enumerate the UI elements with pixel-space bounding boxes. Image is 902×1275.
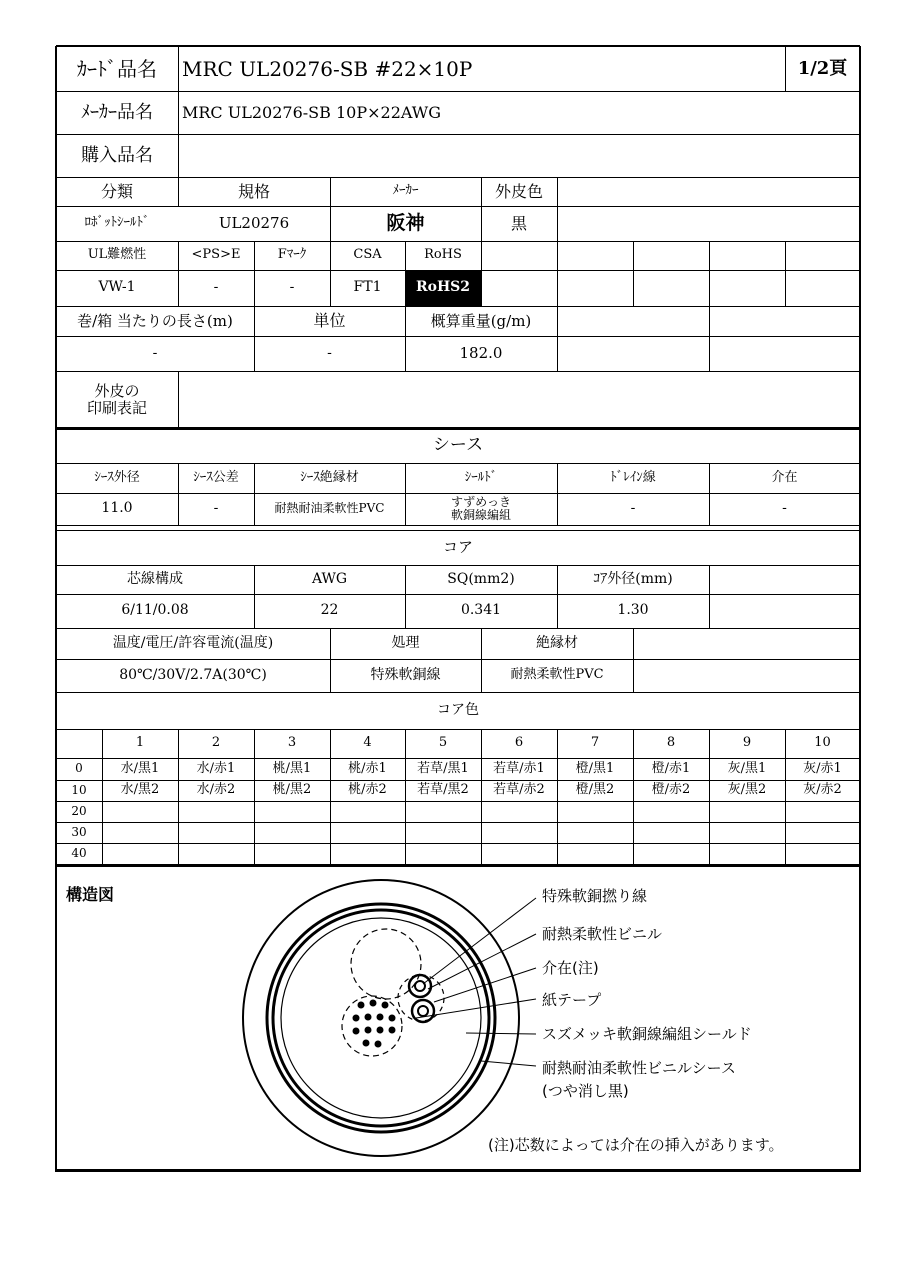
core-color-cell <box>785 801 860 822</box>
ul-flame-value: VW-1 <box>98 279 136 296</box>
core-color-cell <box>785 843 860 864</box>
core-cluster <box>353 1000 396 1048</box>
core-color-cell <box>633 822 709 843</box>
per-reel-length-label: 巻/箱 当たりの長さ(m) <box>77 311 233 330</box>
sheath-tol-value: - <box>213 500 219 517</box>
sheath-insul-value: 耐熱耐油柔軟性PVC <box>274 501 385 516</box>
core-color-cell <box>481 822 557 843</box>
category-value: ﾛﾎﾞｯﾄｼｰﾙﾄﾞ <box>84 215 150 231</box>
ul-pse-value: - <box>213 279 219 296</box>
core-color-cell: 橙/黒1 <box>575 760 615 776</box>
core-color-cell <box>405 843 481 864</box>
core-color-cell <box>254 843 330 864</box>
core-color-cell <box>330 801 405 822</box>
jacket-color-value: 黒 <box>510 213 527 233</box>
core-color-cell <box>633 801 709 822</box>
core-color-cell: 橙/黒2 <box>575 782 615 798</box>
core-color-cell <box>102 801 178 822</box>
core-sq-value: 0.341 <box>460 602 502 619</box>
jacket-print-label-line: 外皮の <box>94 382 140 400</box>
core-color-col-header: 3 <box>287 735 297 751</box>
core-color-cell: 灰/赤2 <box>803 782 842 798</box>
core-color-cell <box>557 801 633 822</box>
structure-diagram <box>56 868 860 1168</box>
unit-label: 単位 <box>313 311 346 331</box>
core-composition-value: 6/11/0.08 <box>121 602 189 619</box>
core-color-col-header: 9 <box>742 735 752 751</box>
rule-line <box>557 241 558 306</box>
core-color-row-index: 0 <box>75 761 83 776</box>
core-color-cell: 若草/黒1 <box>417 760 469 776</box>
core-color-cell <box>178 822 254 843</box>
jacket-print-label-line: 印刷表記 <box>86 398 147 417</box>
purchase-name-label: 購入品名 <box>81 144 153 166</box>
core-color-cell <box>709 801 785 822</box>
core-color-cell <box>102 843 178 864</box>
core-color-col-header: 10 <box>814 735 831 751</box>
core-color-cell <box>481 801 557 822</box>
core-color-cell <box>785 822 860 843</box>
ul-rohs-label: RoHS <box>424 247 462 263</box>
core-color-cell <box>405 822 481 843</box>
core-color-cell <box>557 843 633 864</box>
core-color-cell: 橙/赤1 <box>651 760 691 776</box>
jacket-print-label <box>56 371 178 428</box>
core-color-cell: 橙/赤2 <box>651 782 691 798</box>
core-rating-value: 80℃/30V/2.7A(30℃) <box>119 666 267 683</box>
core-od-label: ｺｱ外径(mm) <box>593 570 673 587</box>
core-color-row-index: 10 <box>71 782 87 797</box>
maker-label: ﾒｰｶｰ <box>392 183 419 199</box>
jacket-print-value <box>178 371 860 428</box>
core-color-cell <box>481 843 557 864</box>
core-color-cell: 水/赤1 <box>196 760 236 776</box>
core-color-cell <box>557 822 633 843</box>
ul-rohs-value: RoHS2 <box>405 270 481 306</box>
maker-name-label: ﾒｰｶｰ品名 <box>81 101 153 123</box>
label-sheath: 耐熱耐油柔軟性ビニルシース <box>542 1059 736 1077</box>
page-number: 1/2頁 <box>797 57 848 79</box>
core-conductor <box>415 981 425 991</box>
ul-fmark-label: Fﾏｰｸ <box>277 247 307 263</box>
sheath-shield-value <box>405 493 557 525</box>
rule-line <box>633 241 634 306</box>
sheath-insul-label: ｼｰｽ絶縁材 <box>300 469 359 485</box>
sheath-filler-label: 介在 <box>771 469 798 485</box>
core-color-cell <box>330 822 405 843</box>
weight-value: 182.0 <box>459 344 503 363</box>
core-color-cell: 灰/黒2 <box>727 782 767 798</box>
core-awg-value: 22 <box>320 602 339 619</box>
core-conductor <box>418 1006 428 1016</box>
sheath-od-label: ｼｰｽ外径 <box>94 469 140 485</box>
sheath-od-value: 11.0 <box>101 500 133 517</box>
rule-line <box>709 306 710 371</box>
ul-fmark-value: - <box>289 279 295 296</box>
core-wire <box>412 1000 434 1022</box>
label-insulation: 耐熱柔軟性ビニル <box>542 925 663 943</box>
label-sheath-note: (つや消し黒) <box>542 1082 629 1100</box>
core-color-cell <box>709 822 785 843</box>
core-color-col-header: 5 <box>438 735 448 751</box>
core-section-title: コア <box>442 538 473 557</box>
core-color-cell: 灰/赤1 <box>803 760 842 776</box>
core-color-col-header: 1 <box>135 735 145 751</box>
core-color-cell <box>254 822 330 843</box>
core-composition-label: 芯線構成 <box>127 570 183 587</box>
label-conductor: 特殊軟銅撚り線 <box>542 887 648 905</box>
card-name-value: MRC UL20276-SB #22×10P <box>182 56 473 81</box>
core-color-cell: 灰/黒1 <box>727 760 767 776</box>
core-treatment-value: 特殊軟銅線 <box>370 666 441 683</box>
core-color-cell: 桃/黒2 <box>272 782 312 798</box>
core-color-cell <box>330 843 405 864</box>
core-color-col-header: 2 <box>211 735 221 751</box>
core-color-cell: 水/赤2 <box>196 782 236 798</box>
rule-line <box>785 241 786 306</box>
ul-pse-label: <PS>E <box>191 247 241 263</box>
jacket-color-label: 外皮色 <box>494 181 543 201</box>
core-color-cell <box>254 801 330 822</box>
core-wire <box>409 975 431 997</box>
core-color-section-title: コア色 <box>437 701 479 718</box>
core-color-cell: 若草/黒2 <box>417 782 469 798</box>
core-color-cell: 若草/赤1 <box>493 760 545 776</box>
core-color-cell: 若草/赤2 <box>493 782 545 798</box>
core-color-row-index: 40 <box>71 845 87 860</box>
ul-csa-label: CSA <box>353 247 382 263</box>
core-color-cell <box>102 822 178 843</box>
core-color-cell: 水/黒2 <box>120 782 160 798</box>
core-color-cell <box>178 843 254 864</box>
sheath-drain-label: ﾄﾞﾚｲﾝ線 <box>610 469 656 485</box>
core-insulation-value: 耐熱柔軟性PVC <box>510 667 604 683</box>
core-color-cell <box>709 843 785 864</box>
core-awg-label: AWG <box>311 570 348 587</box>
purchase-name-value <box>178 134 860 177</box>
per-reel-length-value: - <box>152 344 158 361</box>
sheath-shield-label: ｼｰﾙﾄﾞ <box>464 469 498 485</box>
weight-label: 概算重量(g/m) <box>430 311 532 330</box>
label-paper-tape: 紙テープ <box>542 991 602 1009</box>
core-rating-label: 温度/電圧/許容電流(温度) <box>112 634 274 651</box>
card-name-label: ｶｰﾄﾞ品名 <box>77 56 157 81</box>
structure-footnote: (注)芯数によっては介在の挿入があります。 <box>488 1136 784 1154</box>
structure-title: 構造図 <box>66 885 115 904</box>
core-color-cell: 桃/黒1 <box>272 760 312 776</box>
ul-flame-label: UL難燃性 <box>87 247 147 263</box>
core-sq-label: SQ(mm2) <box>447 570 515 587</box>
core-color-col-header: 8 <box>666 735 676 751</box>
standard-value: UL20276 <box>218 214 290 233</box>
category-label: 分類 <box>100 181 133 201</box>
label-braid-shield: スズメッキ軟銅線編組シールド <box>542 1025 752 1043</box>
core-color-cell: 水/黒1 <box>120 760 160 776</box>
core-color-col-header: 4 <box>363 735 372 751</box>
rule-line <box>56 1169 860 1172</box>
core-color-cell: 桃/赤1 <box>348 760 387 776</box>
maker-name-value: MRC UL20276-SB 10P×22AWG <box>182 102 441 122</box>
core-color-col-header: 6 <box>514 735 524 751</box>
core-color-col-header: 7 <box>590 735 600 751</box>
core-od-value: 1.30 <box>617 602 649 619</box>
sheath-section-title: シース <box>432 435 484 456</box>
sheath-shield-value-line: すずめっき <box>450 494 511 509</box>
core-color-cell: 桃/赤2 <box>348 782 387 798</box>
sheath-tol-label: ｼｰｽ公差 <box>193 469 239 485</box>
unit-value: - <box>327 344 332 361</box>
core-color-cell <box>178 801 254 822</box>
sheath-drain-value: - <box>630 500 636 517</box>
core-color-row-index: 30 <box>71 824 87 839</box>
core-treatment-label: 処理 <box>391 634 420 651</box>
core-color-cell <box>633 843 709 864</box>
sheath-shield-value-line: 軟銅線編組 <box>450 508 511 522</box>
core-color-row-index: 20 <box>71 803 87 818</box>
label-filler: 介在(注) <box>542 959 599 977</box>
maker-value: 阪神 <box>386 212 425 235</box>
ul-csa-value: FT1 <box>353 279 382 296</box>
rule-line <box>709 241 710 306</box>
core-color-cell <box>405 801 481 822</box>
core-insulation-label: 絶縁材 <box>536 634 578 651</box>
standard-label: 規格 <box>237 181 270 201</box>
sheath-filler-value: - <box>782 500 787 517</box>
